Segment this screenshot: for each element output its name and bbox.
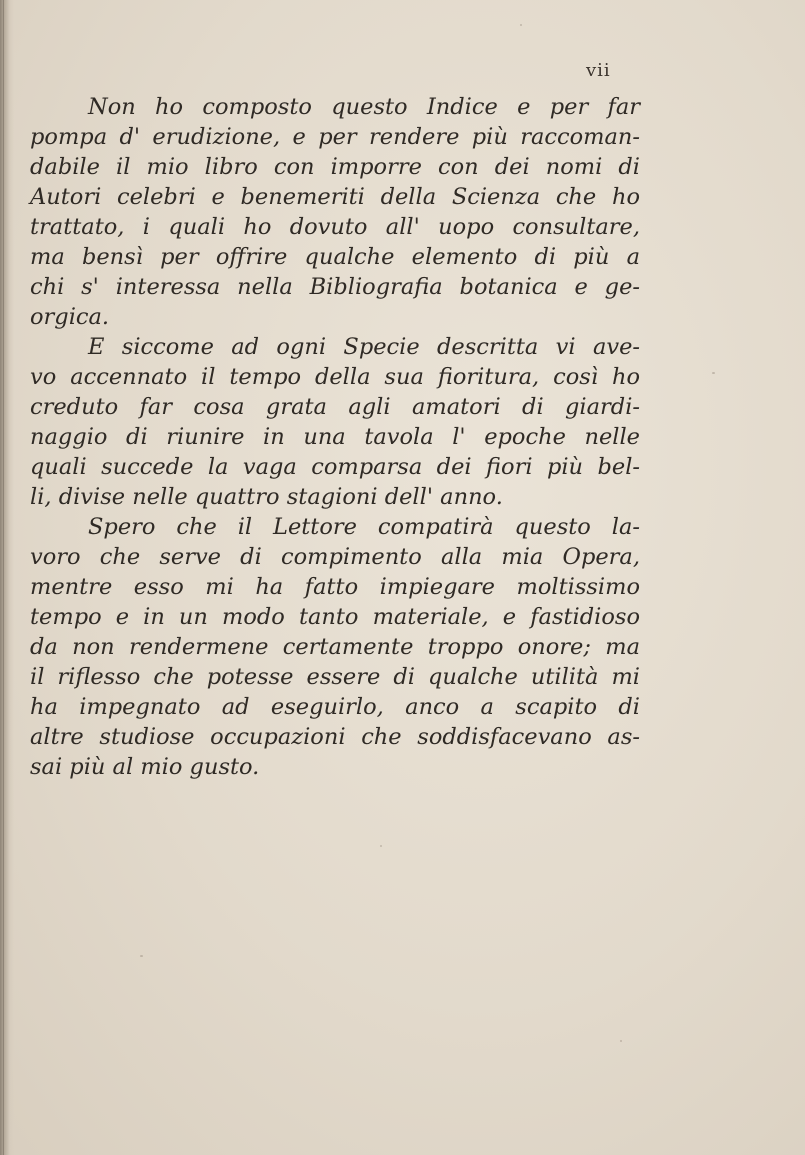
text-line: mentre esso mi ha fatto impiegare moltissimo: [30, 574, 640, 600]
paper-speck: [620, 1040, 622, 1042]
text-line: altre studiose occupazioni che soddisfacevano as-: [30, 724, 640, 750]
body-text: [30, 92, 640, 782]
paper-speck: [712, 372, 715, 374]
text-line: E siccome ad ogni Specie descritta vi ave-: [88, 334, 640, 360]
paper-speck: [520, 24, 522, 26]
text-line: trattato, i quali ho dovuto all' uopo consultare,: [30, 214, 640, 240]
text-line: naggio di riunire in una tavola l' epoche nelle: [30, 424, 640, 450]
text-line: voro che serve di compimento alla mia Opera,: [30, 544, 640, 570]
binding-edge: [3, 0, 4, 1155]
text-line: vo accennato il tempo della sua fioritura, così ho: [30, 364, 640, 390]
text-line: Non ho composto questo Indice e per far: [88, 94, 640, 120]
text-line: ha impegnato ad eseguirlo, anco a scapito di: [30, 694, 640, 720]
text-line: pompa d' erudizione, e per rendere più raccoman-: [30, 124, 640, 150]
text-line: ma bensì per offrire qualche elemento di più a: [30, 244, 640, 270]
paper-speck: [140, 955, 143, 957]
text-line: dabile il mio libro con imporre con dei nomi di: [30, 154, 640, 180]
text-line: li, divise nelle quattro stagioni dell' anno.: [30, 484, 503, 510]
paper-speck: [380, 845, 382, 847]
text-line: tempo e in un modo tanto materiale, e fastidioso: [30, 604, 640, 630]
text-line: quali succede la vaga comparsa dei fiori più bel-: [30, 454, 640, 480]
text-line: orgica.: [30, 304, 110, 330]
text-line: da non rendermene certamente troppo onore; ma: [30, 634, 640, 660]
text-line: sai più al mio gusto.: [30, 754, 260, 780]
text-line: chi s' interessa nella Bibliografia botanica e ge-: [30, 274, 640, 300]
text-line: Autori celebri e benemeriti della Scienza che ho: [30, 184, 640, 210]
text-line: il riflesso che potesse essere di qualche utilità mi: [30, 664, 640, 690]
text-line: creduto far cosa grata agli amatori di giardi-: [30, 394, 640, 420]
page-number: vii: [586, 60, 611, 81]
text-line: Spero che il Lettore compatirà questo la-: [88, 514, 640, 540]
